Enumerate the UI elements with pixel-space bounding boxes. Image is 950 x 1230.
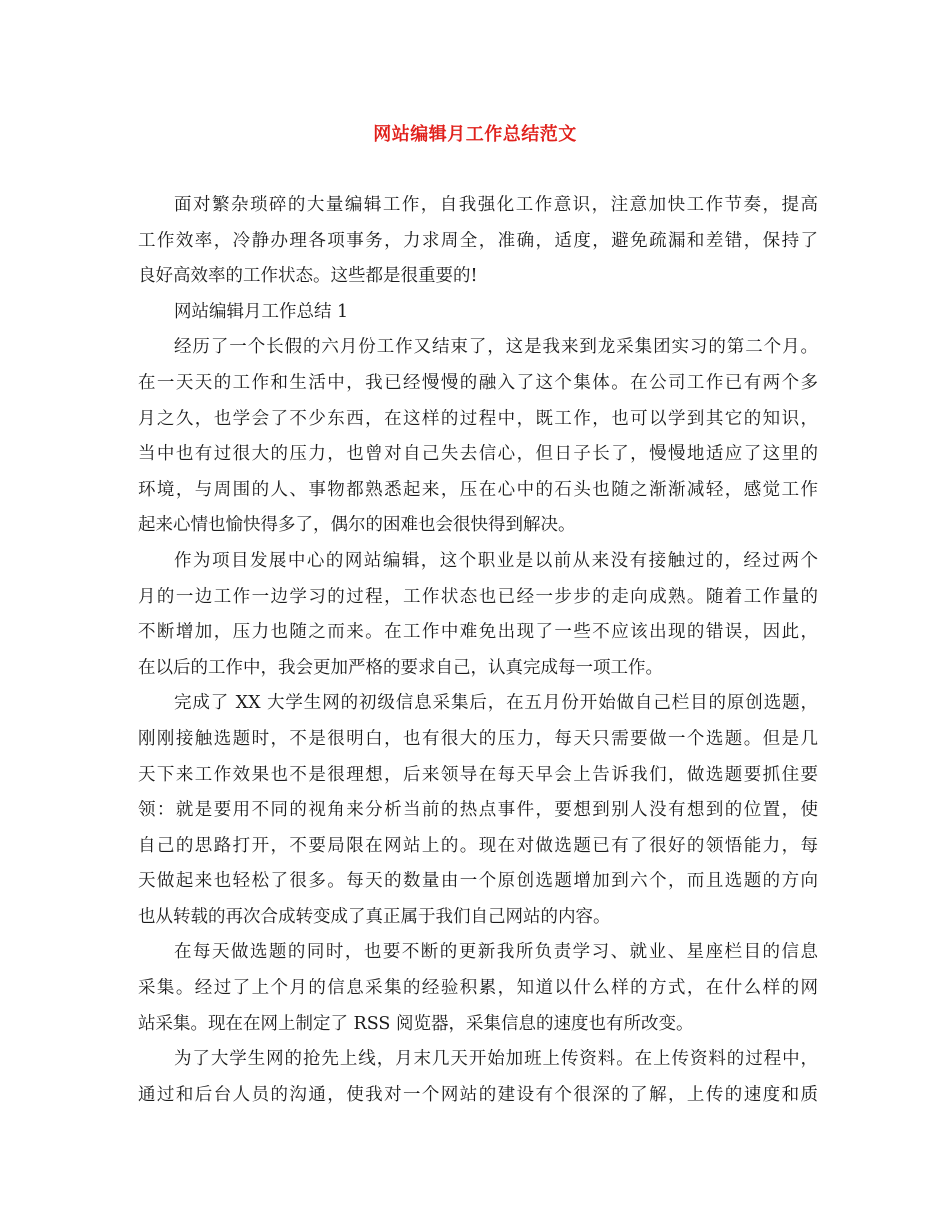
text-line: 月之久，也学会了不少东西，在这样的过程中，既工作，也可以学到其它的知识， (138, 408, 818, 429)
text-line: 月的一边工作一边学习的过程，工作状态也已经一步步的走向成熟。随着工作量的 (138, 586, 818, 607)
text-line: 为了大学生网的抢先上线，月末几天开始加班上传资料。在上传资料的过程中， (174, 1049, 818, 1070)
text-line: 领：就是要用不同的视角来分析当前的热点事件，要想到别人没有想到的位置，使 (138, 800, 818, 821)
text-line: 良好高效率的工作状态。这些都是很重要的! (138, 266, 478, 287)
text-line: 站采集。现在在网上制定了 RSS 阅览器，采集信息的速度也有所改变。 (138, 1013, 694, 1034)
text-line: 不断增加，压力也随之而来。在工作中难免出现了一些不应该出现的错误，因此， (138, 622, 818, 643)
text-line: 在以后的工作中，我会更加严格的要求自己，认真完成每一项工作。 (138, 657, 663, 678)
text-line: 面对繁杂琐碎的大量编辑工作，自我强化工作意识，注意加快工作节奏，提高 (174, 195, 818, 215)
text-line: 通过和后台人员的沟通，使我对一个网站的建设有个很深的了解，上传的速度和质 (138, 1084, 818, 1105)
text-line: 经历了一个长假的六月份工作又结束了，这是我来到龙采集团实习的第二个月。 (174, 337, 818, 358)
text-line: 起来心情也愉快得多了，偶尔的困难也会很快得到解决。 (138, 515, 576, 536)
text-line: 工作效率，冷静办理各项事务，力求周全，准确，适度，避免疏漏和差错，保持了 (138, 230, 818, 251)
text-line: 天做起来也轻松了很多。每天的数量由一个原创选题增加到六个，而且选题的方向 (138, 871, 818, 892)
text-line: 当中也有过很大的压力，也曾对自己失去信心，但日子长了，慢慢地适应了这里的 (138, 444, 818, 465)
document-title: 网站编辑月工作总结范文 (373, 124, 577, 145)
text-line: 在每天做选题的同时，也要不断的更新我所负责学习、就业、星座栏目的信息 (174, 942, 818, 963)
text-line: 也从转载的再次合成转变成了真正属于我们自己网站的内容。 (138, 906, 611, 927)
text-line: 自己的思路打开，不要局限在网站上的。现在对做选题已有了很好的领悟能力，每 (138, 835, 818, 856)
text-line: 刚刚接触选题时，不是很明白，也有很大的压力，每天只需要做一个选题。但是几 (138, 728, 818, 749)
text-line: 天下来工作效果也不是很理想，后来领导在每天早会上告诉我们，做选题要抓住要 (138, 764, 818, 785)
document-body (138, 188, 818, 1113)
text-line: 采集。经过了上个月的信息采集的经验积累，知道以什么样的方式，在什么样的网 (138, 978, 818, 999)
text-line: 网站编辑月工作总结 1 (174, 301, 349, 322)
text-line: 在一天天的工作和生活中，我已经慢慢的融入了这个集体。在公司工作已有两个多 (138, 372, 818, 393)
text-line: 作为项目发展中心的网站编辑，这个职业是以前从来没有接触过的，经过两个 (174, 550, 818, 571)
text-line: 完成了 XX 大学生网的初级信息采集后，在五月份开始做自己栏目的原创选题， (174, 693, 818, 714)
text-line: 环境，与周围的人、事物都熟悉起来，压在心中的石头也随之渐渐减轻，感觉工作 (138, 479, 818, 500)
